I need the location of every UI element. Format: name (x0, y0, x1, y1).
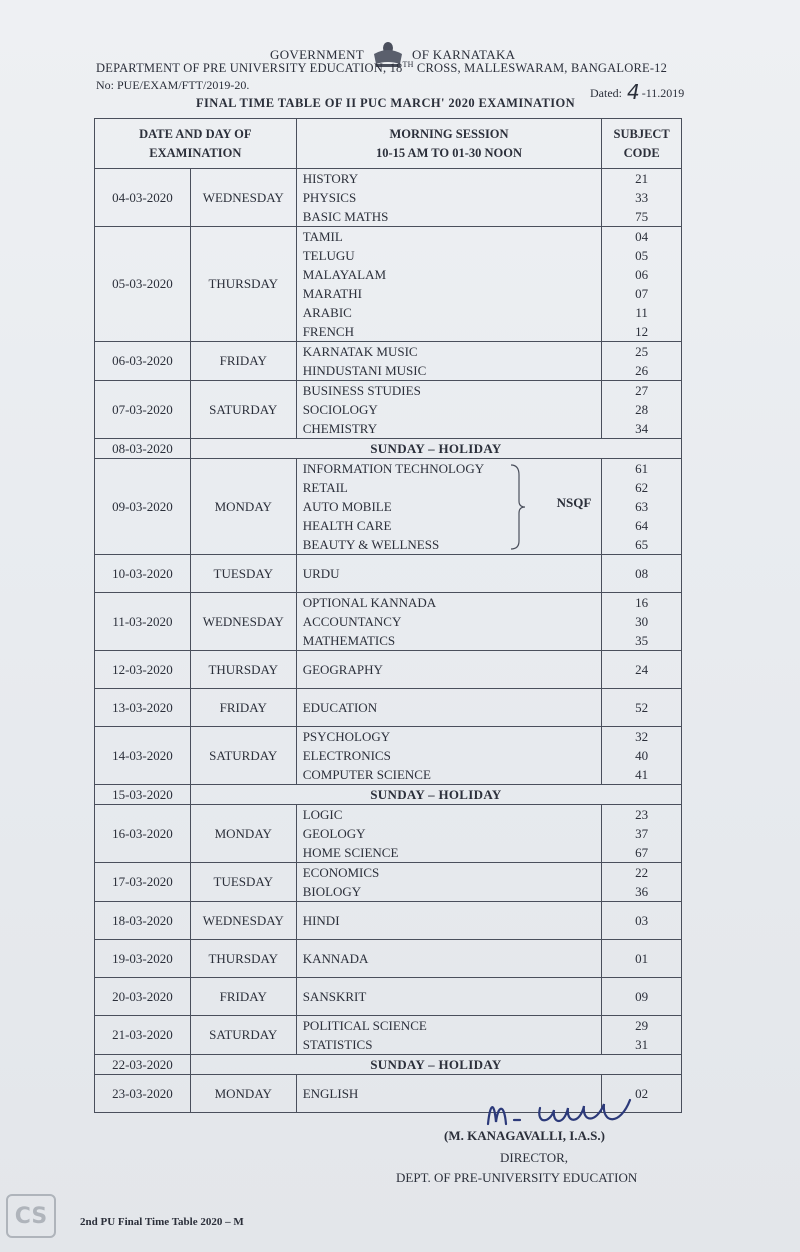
subject-code: 01 (635, 951, 649, 966)
subject-code: 08 (635, 566, 649, 581)
subject-name: TAMIL (302, 229, 343, 244)
holiday-label: SUNDAY – HOLIDAY (190, 785, 681, 805)
subject-code: 23 (635, 807, 649, 822)
subject-name: ELECTRONICS (302, 748, 391, 763)
director-name: (M. KANAGAVALLI, I.A.S.) (444, 1128, 605, 1143)
subject-code: 30 (635, 614, 649, 629)
exam-date: 04-03-2020 (95, 169, 191, 227)
subject-name: HINDI (302, 913, 340, 928)
exam-day: WEDNESDAY (190, 593, 296, 651)
subject-name: BASIC MATHS (302, 209, 389, 224)
codes-cell (602, 651, 682, 689)
exam-row (95, 342, 682, 381)
header-date-line2: EXAMINATION (149, 145, 242, 160)
exam-date: 16-03-2020 (95, 805, 191, 863)
subject-name: MATHEMATICS (302, 633, 396, 648)
subject-code: 27 (635, 383, 649, 398)
subject-code: 11 (635, 305, 648, 320)
exam-row (95, 940, 682, 978)
subject-code: 24 (635, 662, 649, 677)
exam-row (95, 555, 682, 593)
exam-date: 17-03-2020 (95, 863, 191, 902)
dated-month-year: -11.2019 (641, 86, 685, 100)
subject-code: 63 (635, 499, 649, 514)
subject-code: 37 (635, 826, 649, 841)
subject-name: KANNADA (302, 951, 369, 966)
exam-day: THURSDAY (190, 651, 296, 689)
dated-line (590, 78, 684, 102)
director-designation: DIRECTOR, (500, 1150, 569, 1165)
exam-date: 18-03-2020 (95, 902, 191, 940)
subject-name: ECONOMICS (302, 865, 380, 880)
subject-code: 33 (635, 190, 649, 205)
exam-day: SATURDAY (190, 1016, 296, 1055)
exam-date: 23-03-2020 (95, 1075, 191, 1113)
subject-name: LOGIC (302, 807, 343, 822)
exam-day: FRIDAY (190, 689, 296, 727)
exam-row (95, 978, 682, 1016)
subject-name: GEOGRAPHY (302, 662, 383, 677)
dated-handwritten-day: 4 (627, 80, 640, 104)
exam-row (95, 651, 682, 689)
subject-code: 22 (635, 865, 649, 880)
exam-day: TUESDAY (190, 863, 296, 902)
header-code (602, 119, 682, 169)
subject-code: 40 (635, 748, 649, 763)
exam-day: THURSDAY (190, 940, 296, 978)
subject-name: MALAYALAM (302, 267, 387, 282)
subject-code: 02 (635, 1086, 649, 1101)
subject-code: 41 (635, 767, 649, 782)
exam-row (95, 593, 682, 651)
header-session-line2: 10-15 AM TO 01-30 NOON (375, 145, 523, 160)
holiday-row (95, 439, 682, 459)
exam-date: 08-03-2020 (95, 439, 191, 459)
header-date-line1: DATE AND DAY OF (139, 126, 252, 141)
holiday-row (95, 785, 682, 805)
subject-code: 35 (635, 633, 649, 648)
subject-code: 12 (635, 324, 649, 339)
subject-name: HOME SCIENCE (302, 845, 399, 860)
exam-date: 20-03-2020 (95, 978, 191, 1016)
subject-code: 16 (635, 595, 649, 610)
table-header-row (95, 119, 682, 169)
codes-cell (602, 940, 682, 978)
exam-date: 21-03-2020 (95, 1016, 191, 1055)
gov-right-text: OF KARNATAKA (412, 47, 516, 62)
subject-name: HINDUSTANI MUSIC (302, 363, 427, 378)
exam-date: 22-03-2020 (95, 1055, 191, 1075)
subjects-cell (296, 805, 602, 863)
exam-timetable (94, 118, 682, 1113)
subject-code: 52 (635, 700, 649, 715)
subject-name: BUSINESS STUDIES (302, 383, 421, 398)
subjects-cell (296, 169, 602, 227)
codes-cell (602, 227, 682, 342)
reference-number: No: PUE/EXAM/FTT/2019-20. (96, 78, 250, 92)
subject-name: INFORMATION TECHNOLOGY (302, 461, 485, 476)
document-title: FINAL TIME TABLE OF II PUC MARCH' 2020 EXAMINATION (196, 96, 576, 110)
subject-name: RETAIL (302, 480, 348, 495)
codes-cell (602, 727, 682, 785)
exam-date: 11-03-2020 (95, 593, 191, 651)
exam-day: FRIDAY (190, 978, 296, 1016)
codes-cell (602, 689, 682, 727)
header-date-day (95, 119, 297, 169)
subject-code: 31 (635, 1037, 649, 1052)
subject-name: PSYCHOLOGY (302, 729, 391, 744)
codes-cell (602, 169, 682, 227)
camscanner-watermark: CS (6, 1194, 56, 1238)
subject-code: 67 (635, 845, 649, 860)
subject-code: 07 (635, 286, 649, 301)
codes-cell (602, 805, 682, 863)
exam-day: MONDAY (190, 1075, 296, 1113)
subjects-cell (296, 227, 602, 342)
exam-row (95, 805, 682, 863)
subject-code: 65 (635, 537, 649, 552)
subject-code: 62 (635, 480, 649, 495)
subjects-cell (296, 940, 602, 978)
holiday-label: SUNDAY – HOLIDAY (190, 1055, 681, 1075)
subject-name: SANSKRIT (302, 989, 367, 1004)
subjects-cell (296, 863, 602, 902)
subject-name: KARNATAK MUSIC (302, 344, 418, 359)
exam-row (95, 727, 682, 785)
subject-code: 26 (635, 363, 649, 378)
subjects-cell (296, 342, 602, 381)
exam-day: FRIDAY (190, 342, 296, 381)
subject-code: 03 (635, 913, 649, 928)
department-address (96, 60, 667, 76)
subject-code: 29 (635, 1018, 649, 1033)
subject-name: SOCIOLOGY (302, 402, 378, 417)
dept-text: DEPARTMENT OF PRE UNIVERSITY EDUCATION, 18 (96, 61, 403, 76)
exam-day: MONDAY (190, 805, 296, 863)
codes-cell (602, 978, 682, 1016)
director-department: DEPT. OF PRE-UNIVERSITY EDUCATION (396, 1170, 638, 1185)
subject-code: 75 (635, 209, 649, 224)
header-code-line2: CODE (623, 145, 660, 160)
exam-day: WEDNESDAY (190, 169, 296, 227)
subject-name: HEALTH CARE (302, 518, 392, 533)
holiday-row (95, 1055, 682, 1075)
subject-name: ENGLISH (302, 1086, 359, 1101)
subject-code: 61 (635, 461, 649, 476)
subject-name: COMPUTER SCIENCE (302, 767, 431, 782)
subject-name: URDU (302, 566, 340, 581)
subject-code: 09 (635, 989, 649, 1004)
subjects-cell (296, 727, 602, 785)
subject-name: HISTORY (302, 171, 359, 186)
exam-row (95, 227, 682, 342)
subject-name: BEAUTY & WELLNESS (302, 537, 440, 552)
subject-code: 05 (635, 248, 649, 263)
subjects-cell (296, 459, 602, 555)
exam-date: 05-03-2020 (95, 227, 191, 342)
subject-name: GEOLOGY (302, 826, 366, 841)
subject-name: ARABIC (302, 305, 352, 320)
exam-date: 14-03-2020 (95, 727, 191, 785)
codes-cell (602, 593, 682, 651)
dept-address-text: CROSS, MALLESWARAM, BANGALORE-12 (413, 61, 668, 76)
exam-date: 09-03-2020 (95, 459, 191, 555)
subject-name: POLITICAL SCIENCE (302, 1018, 427, 1033)
subject-name: MARATHI (302, 286, 362, 301)
exam-day: THURSDAY (190, 227, 296, 342)
subjects-cell (296, 555, 602, 593)
exam-day: MONDAY (190, 459, 296, 555)
codes-cell (602, 1016, 682, 1055)
exam-date: 13-03-2020 (95, 689, 191, 727)
exam-date: 15-03-2020 (95, 785, 191, 805)
subjects-cell (296, 902, 602, 940)
codes-cell (602, 863, 682, 902)
subject-code: 32 (635, 729, 649, 744)
subject-code: 04 (635, 229, 649, 244)
exam-day: SATURDAY (190, 381, 296, 439)
subject-name: CHEMISTRY (302, 421, 378, 436)
header-code-line1: SUBJECT (613, 126, 670, 141)
exam-row (95, 863, 682, 902)
exam-date: 12-03-2020 (95, 651, 191, 689)
exam-row (95, 169, 682, 227)
subject-code: 06 (635, 267, 649, 282)
dated-label: Dated: (590, 86, 622, 100)
exam-date: 19-03-2020 (95, 940, 191, 978)
codes-cell (602, 902, 682, 940)
nsqf-label: NSQF (556, 495, 592, 510)
gov-left-text: GOVERNMENT (270, 47, 364, 62)
exam-row (95, 689, 682, 727)
exam-date: 07-03-2020 (95, 381, 191, 439)
subject-name: PHYSICS (302, 190, 357, 205)
subject-name: EDUCATION (302, 700, 378, 715)
exam-row (95, 902, 682, 940)
holiday-label: SUNDAY – HOLIDAY (190, 439, 681, 459)
subjects-cell (296, 978, 602, 1016)
codes-cell (602, 381, 682, 439)
subject-name: ACCOUNTANCY (302, 614, 402, 629)
footer-note: 2nd PU Final Time Table 2020 – M (80, 1216, 244, 1228)
subject-code: 21 (635, 171, 649, 186)
subject-code: 36 (635, 884, 649, 899)
exam-date: 06-03-2020 (95, 342, 191, 381)
subject-name: AUTO MOBILE (302, 499, 392, 514)
subjects-cell (296, 1016, 602, 1055)
exam-row (95, 381, 682, 439)
nsqf-brace-icon (511, 463, 525, 551)
exam-date: 10-03-2020 (95, 555, 191, 593)
header-session-line1: MORNING SESSION (389, 126, 509, 141)
subjects-cell (296, 381, 602, 439)
dept-superscript: TH (402, 60, 414, 69)
codes-cell (602, 459, 682, 555)
subject-name: FRENCH (302, 324, 354, 339)
subjects-cell (296, 651, 602, 689)
subject-name: OPTIONAL KANNADA (302, 595, 437, 610)
subject-code: 28 (635, 402, 649, 417)
subjects-cell (296, 593, 602, 651)
exam-day: TUESDAY (190, 555, 296, 593)
codes-cell (602, 555, 682, 593)
subject-code: 25 (635, 344, 649, 359)
header-session (296, 119, 602, 169)
exam-row (95, 1016, 682, 1055)
subject-name: TELUGU (302, 248, 355, 263)
exam-day: WEDNESDAY (190, 902, 296, 940)
exam-row (95, 459, 682, 555)
subject-code: 64 (635, 518, 649, 533)
subjects-cell (296, 689, 602, 727)
codes-cell (602, 342, 682, 381)
exam-day: SATURDAY (190, 727, 296, 785)
subject-name: BIOLOGY (302, 884, 362, 899)
subject-name: STATISTICS (302, 1037, 373, 1052)
subject-code: 34 (635, 421, 649, 436)
